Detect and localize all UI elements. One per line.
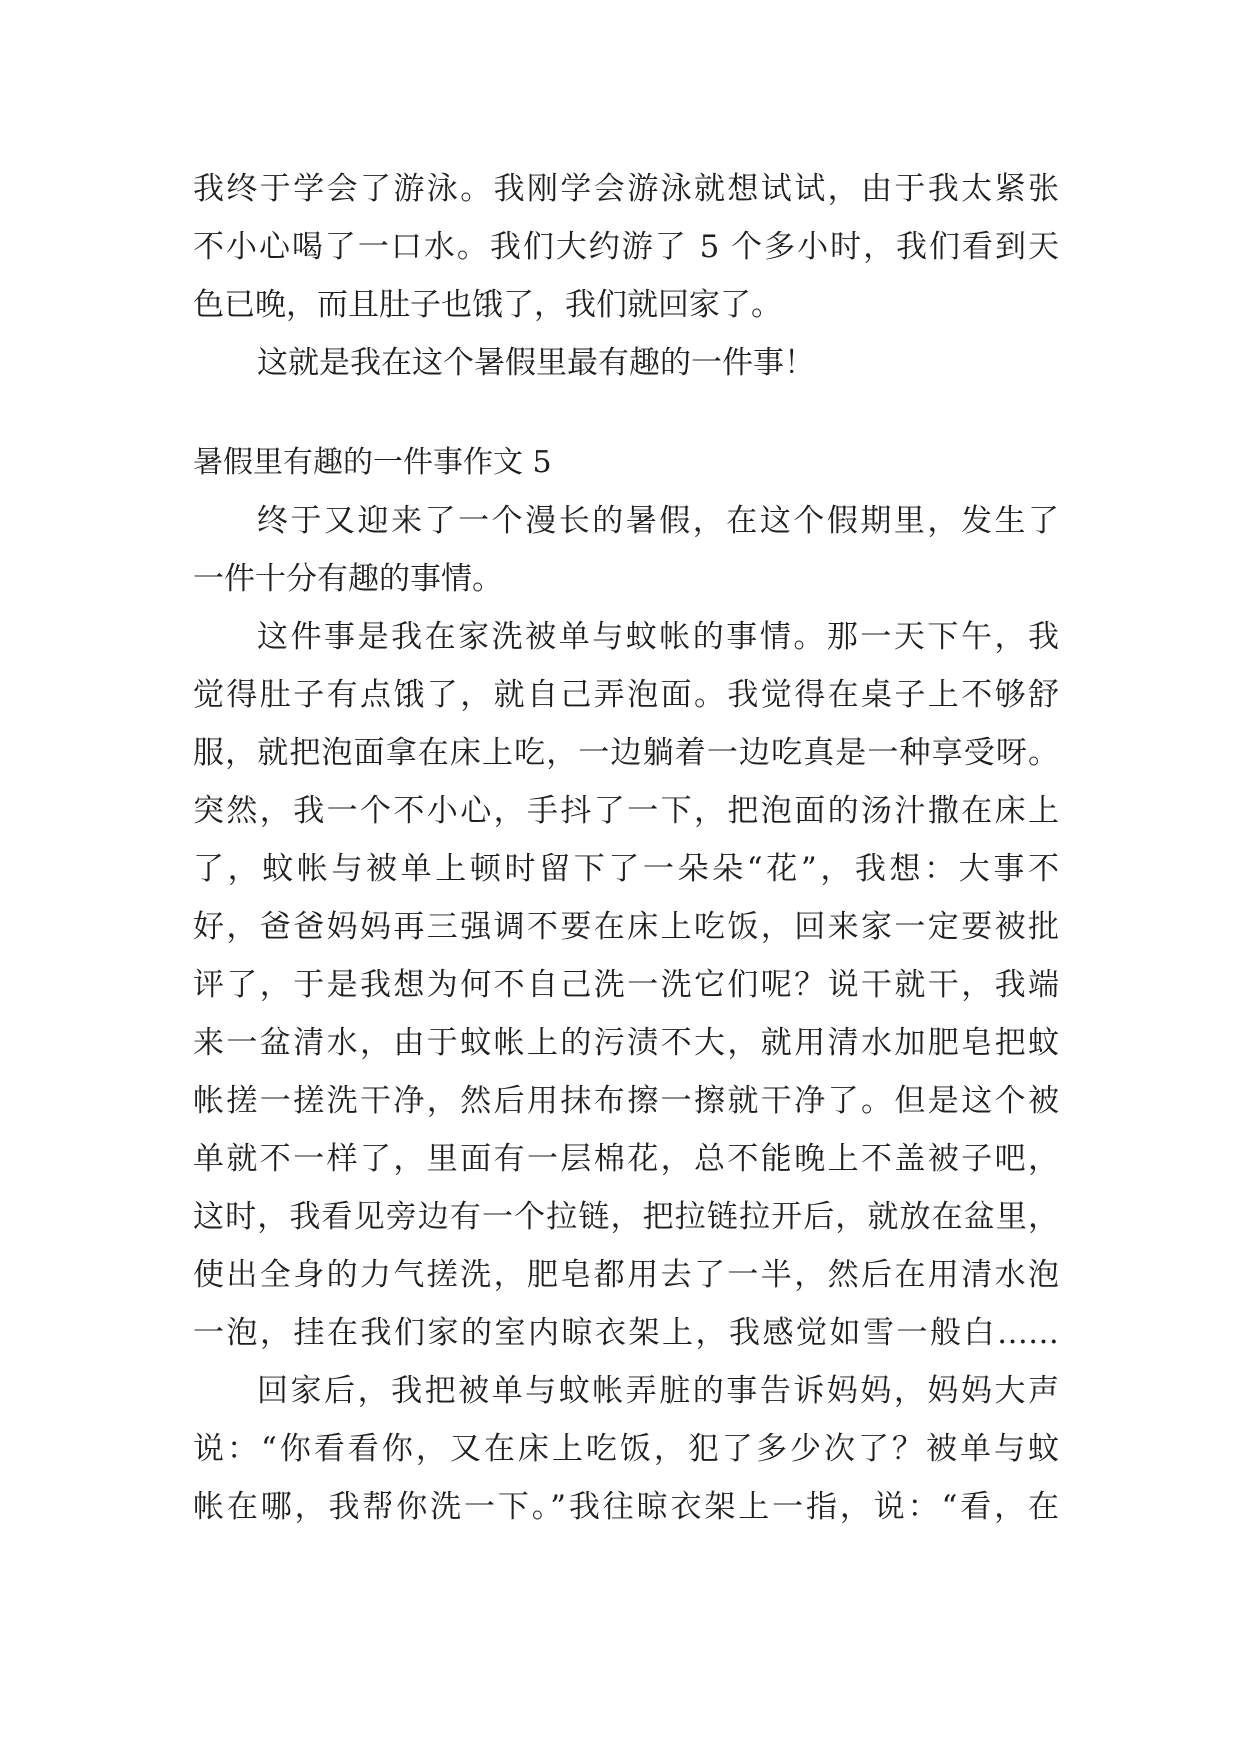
text-line: 色已晚，而且肚子也饿了，我们就回家了。 [193, 287, 782, 323]
text-line: 来一盆清水，由于蚊帐上的污渍不大，就用清水加肥皂把蚊 [193, 1025, 1059, 1061]
text-line: 说：“你看看你，又在床上吃饭，犯了多少次了？被单与蚊 [193, 1431, 1059, 1467]
text-line: 帐在哪，我帮你洗一下。”我往晾衣架上一指，说：“看，在 [193, 1489, 1059, 1525]
text-line: 一泡，挂在我们家的室内晾衣架上，我感觉如雪一般白…… [193, 1315, 1059, 1351]
text-line: 这就是我在这个暑假里最有趣的一件事！ [257, 345, 815, 381]
text-line: 这时，我看见旁边有一个拉链，把拉链拉开后，就放在盆里， [193, 1199, 1059, 1235]
text-line: 使出全身的力气搓洗，肥皂都用去了一半，然后在用清水泡 [193, 1257, 1059, 1293]
text-line: 帐搓一搓洗干净，然后用抹布擦一擦就干净了。但是这个被 [193, 1083, 1059, 1119]
text-line: 单就不一样了，里面有一层棉花，总不能晚上不盖被子吧， [193, 1141, 1059, 1177]
document-body [193, 160, 1059, 1536]
section-heading: 暑假里有趣的一件事作文 5 [193, 445, 552, 480]
text-line: 服，就把泡面拿在床上吃，一边躺着一边吃真是一种享受呀。 [193, 735, 1059, 771]
text-line: 我终于学会了游泳。我刚学会游泳就想试试，由于我太紧张 [193, 171, 1059, 207]
text-line: 评了，于是我想为何不自己洗一洗它们呢？说干就干，我端 [193, 967, 1059, 1003]
text-line: 这件事是我在家洗被单与蚊帐的事情。那一天下午，我 [257, 619, 1059, 655]
text-line: 不小心喝了一口水。我们大约游了 5 个多小时，我们看到天 [193, 229, 1059, 265]
text-line: 好，爸爸妈妈再三强调不要在床上吃饭，回来家一定要被批 [193, 909, 1059, 945]
text-line: 一件十分有趣的事情。 [193, 561, 503, 597]
text-line: 觉得肚子有点饿了，就自己弄泡面。我觉得在桌子上不够舒 [193, 677, 1059, 713]
text-line: 终于又迎来了一个漫长的暑假，在这个假期里，发生了 [257, 503, 1059, 539]
text-line: 突然，我一个不小心，手抖了一下，把泡面的汤汁撒在床上 [193, 793, 1059, 829]
text-line: 回家后，我把被单与蚊帐弄脏的事告诉妈妈，妈妈大声 [257, 1373, 1059, 1409]
text-line: 了，蚊帐与被单上顿时留下了一朵朵“花”，我想：大事不 [193, 851, 1059, 887]
